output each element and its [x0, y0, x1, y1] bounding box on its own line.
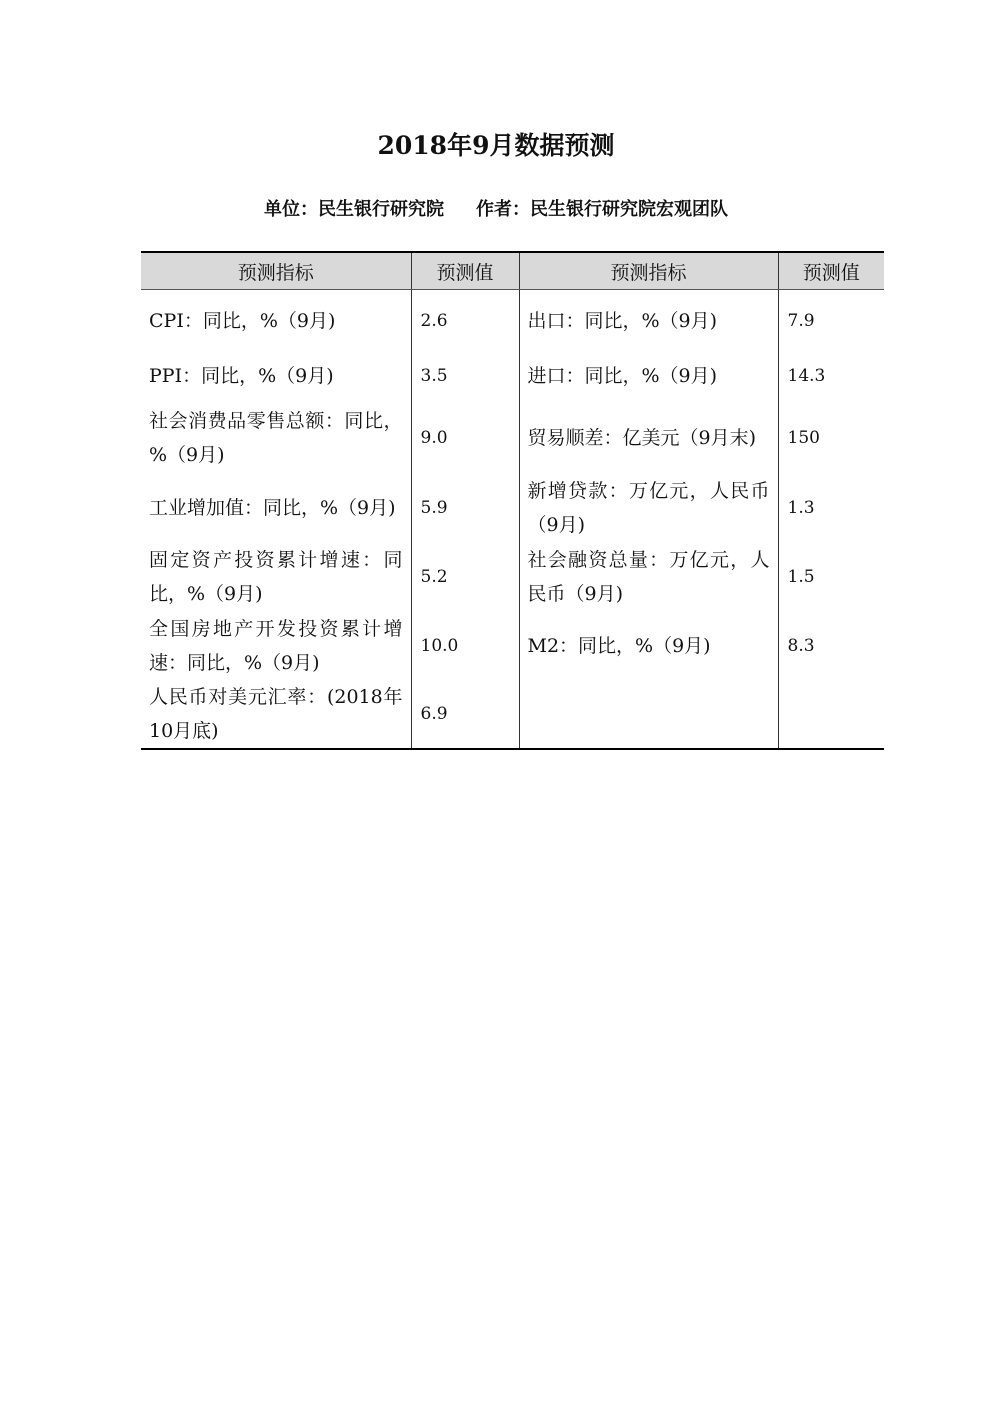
right-value-cell	[778, 680, 884, 749]
left-value-cell: 3.5	[411, 350, 519, 402]
header-value-left: 预测值	[411, 252, 519, 290]
right-value-cell: 150	[787, 428, 820, 448]
forecast-table	[141, 251, 884, 750]
byline	[0, 196, 992, 224]
table-row	[141, 402, 884, 474]
left-indicator-cell: 固定资产投资累计增速：同比，%（9月)	[141, 542, 411, 612]
left-indicator-cell: 工业增加值：同比，%（9月)	[141, 474, 411, 542]
left-value-cell: 10.0	[411, 612, 519, 680]
table-row	[141, 474, 884, 542]
table-header-row	[141, 252, 884, 290]
header-indicator-left: 预测指标	[141, 252, 411, 290]
right-value-cell: 8.3	[787, 636, 815, 656]
right-indicator-cell: 进口：同比，%（9月)	[519, 350, 778, 402]
right-value-cell: 1.5	[787, 567, 815, 587]
left-value-cell: 9.0	[411, 402, 519, 474]
left-indicator-cell: PPI：同比，%（9月)	[141, 350, 411, 402]
right-value-cell: 1.3	[787, 498, 815, 518]
table-row	[141, 290, 884, 351]
right-indicator-cell: 新增贷款：万亿元，人民币（9月)	[519, 474, 778, 542]
right-value-cell: 14.3	[787, 366, 826, 386]
left-indicator-cell: 社会消费品零售总额：同比，%（9月)	[141, 402, 411, 474]
header-indicator-right: 预测指标	[519, 252, 778, 290]
header-value-right: 预测值	[778, 252, 884, 290]
left-value-cell: 5.2	[411, 542, 519, 612]
table-row	[141, 680, 884, 749]
right-indicator-cell	[519, 680, 778, 749]
left-indicator-cell: CPI：同比，%（9月)	[141, 290, 411, 351]
left-indicator-cell: 人民币对美元汇率：(2018年10月底)	[141, 680, 411, 749]
byline-author: 作者：民生银行研究院宏观团队	[476, 199, 728, 220]
right-value-cell: 7.9	[787, 311, 815, 331]
table-row	[141, 612, 884, 680]
right-indicator-cell: 贸易顺差：亿美元（9月末)	[519, 402, 778, 474]
page-title: 2018年9月数据预测	[377, 131, 615, 160]
right-indicator-cell: 社会融资总量：万亿元，人民币（9月)	[519, 542, 778, 612]
left-value-cell: 6.9	[411, 680, 519, 749]
byline-unit: 单位：民生银行研究院	[264, 199, 444, 220]
right-indicator-cell: 出口：同比，%（9月)	[519, 290, 778, 351]
right-indicator-cell: M2：同比，%（9月)	[519, 612, 778, 680]
table-row	[141, 350, 884, 402]
table-row	[141, 542, 884, 612]
left-indicator-cell: 全国房地产开发投资累计增速：同比，%（9月)	[141, 612, 411, 680]
left-value-cell: 2.6	[411, 290, 519, 351]
left-value-cell: 5.9	[411, 474, 519, 542]
